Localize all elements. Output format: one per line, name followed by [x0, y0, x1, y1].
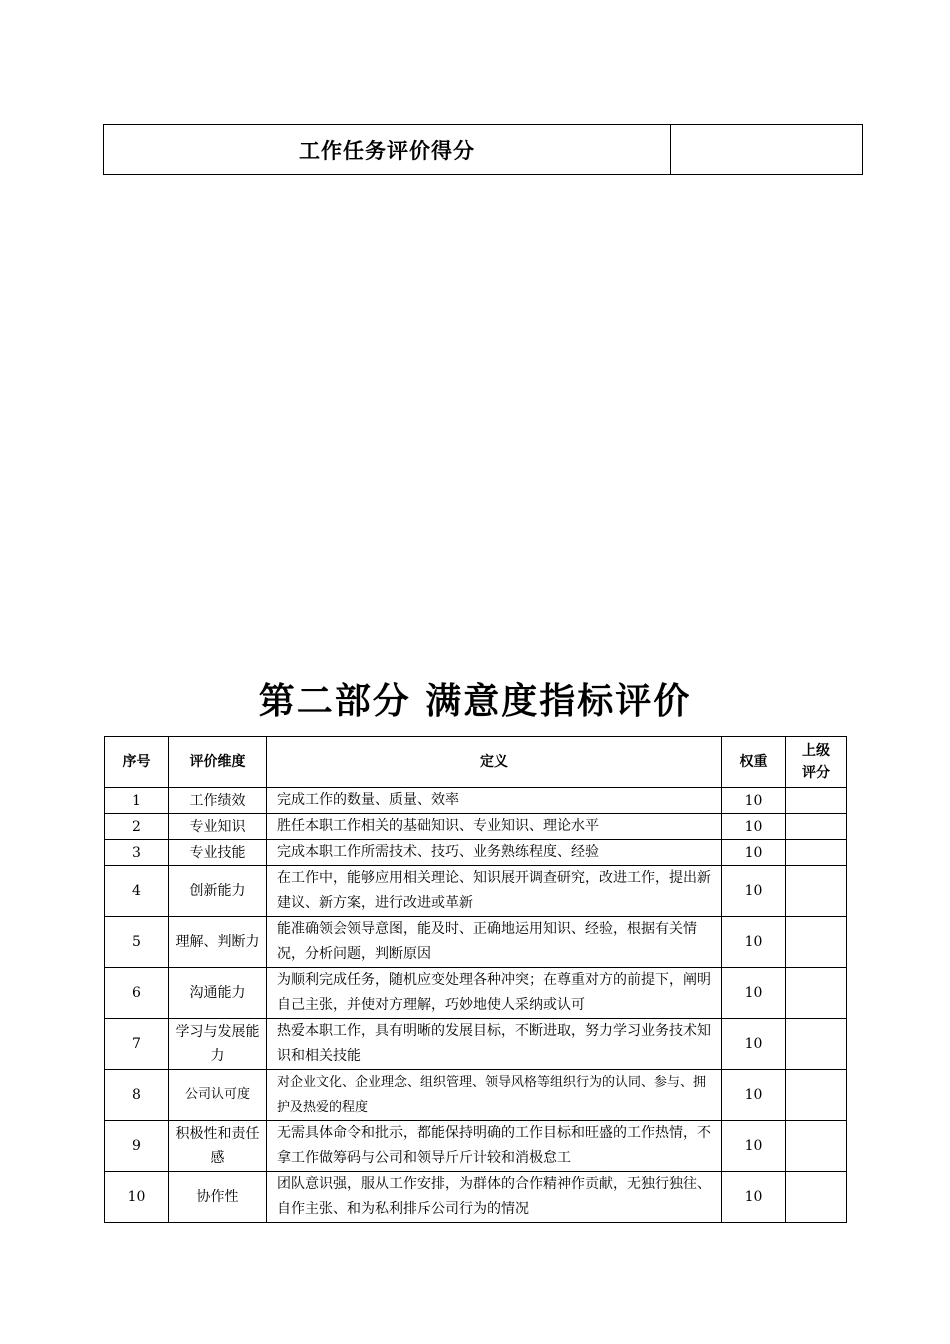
row-weight: 10: [722, 788, 786, 814]
row-score: [786, 1121, 847, 1172]
table-row: [105, 1070, 847, 1121]
table-row: [105, 866, 847, 917]
row-weight: 10: [722, 1070, 786, 1121]
header-index: 序号: [105, 737, 169, 788]
row-index: 9: [105, 1121, 169, 1172]
row-score: [786, 968, 847, 1019]
row-score: [786, 866, 847, 917]
row-index: 3: [105, 840, 169, 866]
row-definition: 团队意识强，服从工作安排，为群体的合作精神作贡献，无独行独往、自作主张、和为私利排斥公司行为的情况: [267, 1172, 722, 1223]
row-score: [786, 1019, 847, 1070]
satisfaction-table: [104, 736, 847, 1223]
row-dimension: 专业技能: [169, 840, 267, 866]
row-score: [786, 1070, 847, 1121]
table-row: [105, 1172, 847, 1223]
task-score-label: 工作任务评价得分: [104, 125, 671, 175]
row-definition: 热爱本职工作，具有明晰的发展目标，不断进取，努力学习业务技术知识和相关技能: [267, 1019, 722, 1070]
table-row: [105, 840, 847, 866]
row-score: [786, 814, 847, 840]
row-index: 5: [105, 917, 169, 968]
row-dimension: 沟通能力: [169, 968, 267, 1019]
row-score: [786, 840, 847, 866]
table-row: [105, 814, 847, 840]
table-row: [105, 968, 847, 1019]
row-definition: 为顺利完成任务，随机应变处理各种冲突；在尊重对方的前提下，阐明自己主张，并使对方理解，巧妙地使人采纳或认可: [267, 968, 722, 1019]
row-definition: 对企业文化、企业理念、组织管理、领导风格等组织行为的认同、参与、拥护及热爱的程度: [267, 1070, 722, 1121]
table-header-row: [105, 737, 847, 788]
row-index: 7: [105, 1019, 169, 1070]
row-index: 6: [105, 968, 169, 1019]
row-score: [786, 1172, 847, 1223]
table-row: [105, 1019, 847, 1070]
row-index: 8: [105, 1070, 169, 1121]
header-definition: 定义: [267, 737, 722, 788]
row-definition: 在工作中，能够应用相关理论、知识展开调查研究，改进工作，提出新建议、新方案，进行改进或革新: [267, 866, 722, 917]
task-score-table: [103, 124, 863, 175]
table-row: [105, 917, 847, 968]
row-weight: 10: [722, 1019, 786, 1070]
row-dimension: 积极性和责任感: [169, 1121, 267, 1172]
row-weight: 10: [722, 840, 786, 866]
row-dimension: 理解、判断力: [169, 917, 267, 968]
row-dimension: 学习与发展能力: [169, 1019, 267, 1070]
row-dimension: 创新能力: [169, 866, 267, 917]
row-weight: 10: [722, 1172, 786, 1223]
task-score-value: [671, 125, 863, 175]
section-title: 第二部分 满意度指标评价: [258, 681, 692, 722]
row-index: 1: [105, 788, 169, 814]
task-score-row: [104, 125, 863, 175]
row-definition: 完成本职工作所需技术、技巧、业务熟练程度、经验: [267, 840, 722, 866]
row-definition: 能准确领会领导意图，能及时、正确地运用知识、经验，根据有关情况，分析问题，判断原因: [267, 917, 722, 968]
row-index: 2: [105, 814, 169, 840]
row-dimension: 专业知识: [169, 814, 267, 840]
header-score: 上级评分: [786, 737, 847, 788]
row-score: [786, 917, 847, 968]
row-weight: 10: [722, 1121, 786, 1172]
row-score: [786, 788, 847, 814]
row-dimension: 协作性: [169, 1172, 267, 1223]
row-weight: 10: [722, 968, 786, 1019]
row-weight: 10: [722, 814, 786, 840]
row-index: 4: [105, 866, 169, 917]
header-weight: 权重: [722, 737, 786, 788]
table-row: [105, 788, 847, 814]
row-definition: 完成工作的数量、质量、效率: [267, 788, 722, 814]
row-index: 10: [105, 1172, 169, 1223]
row-dimension: 公司认可度: [169, 1070, 267, 1121]
header-dimension: 评价维度: [169, 737, 267, 788]
row-weight: 10: [722, 866, 786, 917]
table-row: [105, 1121, 847, 1172]
row-weight: 10: [722, 917, 786, 968]
row-dimension: 工作绩效: [169, 788, 267, 814]
row-definition: 胜任本职工作相关的基础知识、专业知识、理论水平: [267, 814, 722, 840]
row-definition: 无需具体命令和批示，都能保持明确的工作目标和旺盛的工作热情，不拿工作做筹码与公司和领导斤斤计较和消极怠工: [267, 1121, 722, 1172]
